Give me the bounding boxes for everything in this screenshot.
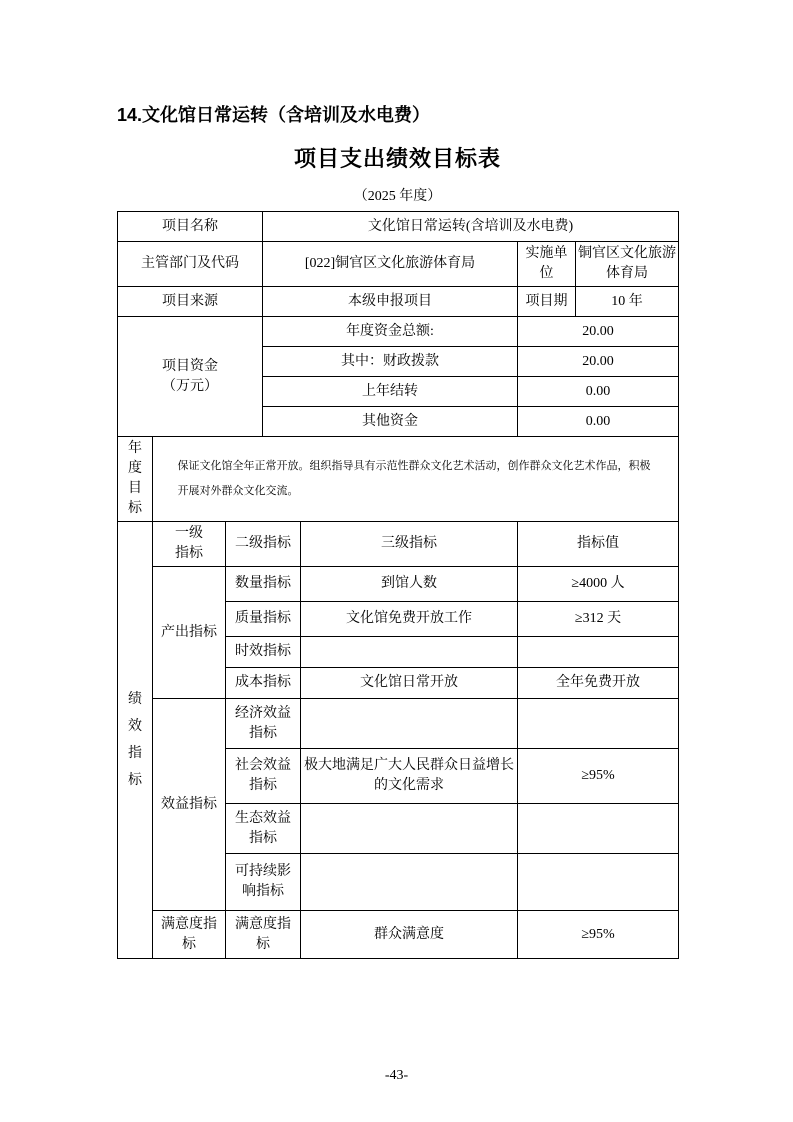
header-value: 指标值 [518,522,679,567]
fund-other-label: 其他资金 [263,407,518,437]
project-source-value: 本级申报项目 [263,287,518,317]
page-number: -43- [384,1068,409,1083]
row-indicator-economic [118,699,679,749]
row-project-name [118,212,679,242]
header-level2: 二级指标 [226,522,301,567]
annual-goal-text: 保证文化馆全年正常开放。组织指导具有示范性群众文化艺术活动，创作群众文化艺术作品，积极开展对外群众文化交流。 [153,437,679,522]
section-heading: 14.文化馆日常运转（含培训及水电费） [117,105,431,125]
fund-other-value: 0.00 [518,407,679,437]
indicator-value [518,854,679,911]
indicator-level3 [301,804,518,854]
project-name-value: 文化馆日常运转(含培训及水电费) [263,212,679,242]
indicator-level3 [301,699,518,749]
indicator-value: ≥95% [518,911,679,959]
group-output: 产出指标 [153,567,226,699]
implement-unit-value: 铜官区文化旅游体育局 [576,242,679,287]
indicator-level2: 时效指标 [226,637,301,668]
fund-fiscal-label: 其中：财政拨款 [263,347,518,377]
department-label: 主管部门及代码 [118,242,263,287]
row-department [118,242,679,287]
performance-target-table [117,211,679,959]
project-name-label: 项目名称 [118,212,263,242]
annual-goal-label: 年度目标 [118,437,153,522]
indicator-level2: 质量指标 [226,602,301,637]
indicator-level2: 可持续影响指标 [226,854,301,911]
row-indicator-quantity [118,567,679,602]
fund-total-label: 年度资金总额: [263,317,518,347]
row-annual-goal [118,437,679,522]
table-subtitle: （2025 年度） [353,189,442,204]
row-project-source [118,287,679,317]
indicator-level3: 群众满意度 [301,911,518,959]
header-level3: 三级指标 [301,522,518,567]
indicator-value [518,699,679,749]
table-title: 项目支出绩效目标表 [293,146,501,171]
indicator-level3: 极大地满足广大人民群众日益增长的文化需求 [301,749,518,804]
group-satisfaction: 满意度指标 [153,911,226,959]
indicator-level2: 经济效益指标 [226,699,301,749]
project-funds-label-line2: （万元） [162,378,218,394]
indicator-value: ≥4000 人 [518,567,679,602]
project-funds-label [118,317,263,437]
indicator-level3: 文化馆免费开放工作 [301,602,518,637]
indicator-level3: 文化馆日常开放 [301,668,518,699]
indicator-value: 全年免费开放 [518,668,679,699]
header-level1: 一级指标 [153,522,226,567]
fund-total-value: 20.00 [518,317,679,347]
row-indicator-satisfaction [118,911,679,959]
indicator-level3 [301,854,518,911]
project-funds-label-line1: 项目资金 [162,358,218,374]
fund-carryover-value: 0.00 [518,377,679,407]
indicator-level2: 社会效益指标 [226,749,301,804]
implement-unit-label: 实施单位 [518,242,576,287]
group-benefit: 效益指标 [153,699,226,911]
project-period-value: 10 年 [576,287,679,317]
indicator-value [518,804,679,854]
fund-fiscal-value: 20.00 [518,347,679,377]
indicator-value [518,637,679,668]
indicator-level2: 数量指标 [226,567,301,602]
row-perf-header [118,522,679,567]
indicator-level2: 成本指标 [226,668,301,699]
fund-carryover-label: 上年结转 [263,377,518,407]
indicator-level2: 满意度指标 [226,911,301,959]
project-period-label: 项目期 [518,287,576,317]
project-source-label: 项目来源 [118,287,263,317]
indicator-level3 [301,637,518,668]
department-value: [022]铜官区文化旅游体育局 [263,242,518,287]
indicator-level3: 到馆人数 [301,567,518,602]
row-fund-total [118,317,679,347]
indicator-value: ≥95% [518,749,679,804]
indicator-level2: 生态效益指标 [226,804,301,854]
indicator-value: ≥312 天 [518,602,679,637]
performance-label: 绩效指标 [118,522,153,959]
